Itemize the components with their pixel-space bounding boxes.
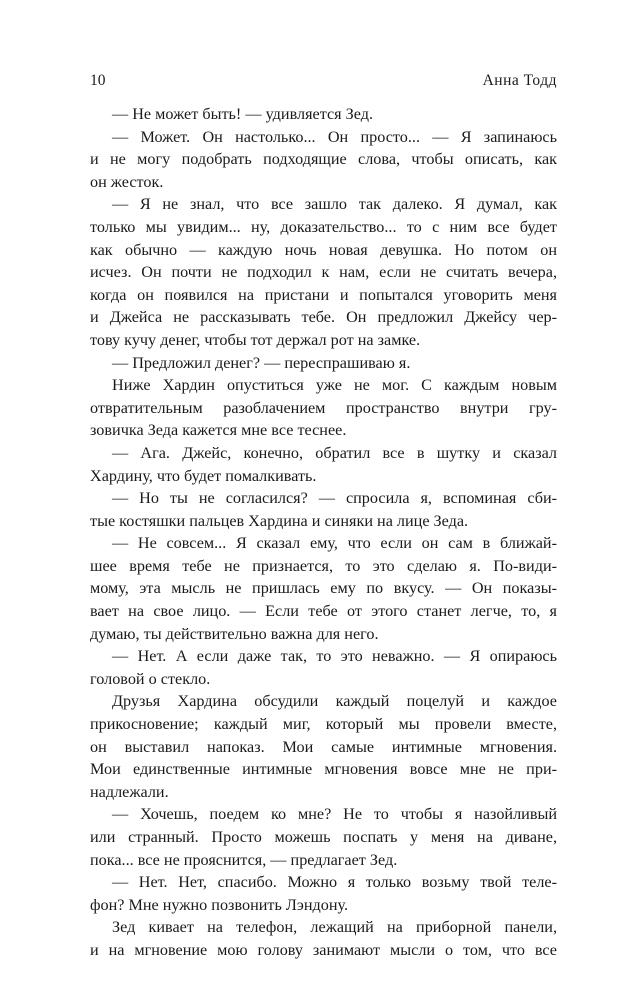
- text-line: Ниже Хардин опуститься уже не мог. С каждым новым: [112, 376, 557, 395]
- text-line: — Нет. Нет, спасибо. Можно я только возьму твой теле-: [112, 873, 557, 892]
- body-text: [90, 103, 557, 962]
- text-line: — Но ты не согласился? — спросила я, вспоминая сби-: [112, 489, 557, 508]
- text-line: прикосновение; каждый миг, который мы провели вместе,: [90, 715, 557, 734]
- text-line: — Я не знал, что все зашло так далеко. Я думал, как: [112, 195, 557, 214]
- text-line: пока... все не прояснится, — предлагает Зед.: [90, 850, 398, 869]
- text-line: — Ага. Джейс, конечно, обратил все в шутку и сказал: [112, 443, 557, 462]
- running-title-author: Анна Тодд: [482, 72, 557, 89]
- text-line: Мои единственные интимные мгновения вовсе мне не при-: [90, 760, 557, 779]
- text-line: — Может. Он настолько... Он просто... — Я запинаюсь: [112, 127, 557, 146]
- text-line: как обычно — каждую ночь новая девушка. Но потом он: [90, 240, 557, 259]
- text-line: шее время тебе не признается, то это сделаю я. По-види-: [90, 556, 557, 575]
- text-line: Зед кивает на телефон, лежащий на приборной панели,: [112, 918, 557, 937]
- text-line: только мы увидим... ну, доказательство... то с ним все будет: [90, 217, 557, 236]
- text-line: тову кучу денег, чтобы тот держал рот на замке.: [90, 330, 421, 349]
- text-line: Хардину, что будет помалкивать.: [90, 466, 317, 485]
- text-line: фон? Мне нужно позвонить Лэндону.: [90, 895, 349, 914]
- text-line: зовичка Зеда кажется мне все теснее.: [90, 421, 347, 440]
- text-line: думаю, ты действительно важна для него.: [90, 624, 379, 643]
- text-line: надлежали.: [90, 782, 169, 801]
- text-line: и Джейса не рассказывать тебе. Он предложил Джейсу чер-: [90, 308, 557, 327]
- text-line: — Хочешь, поедем ко мне? Не то чтобы я назойливый: [112, 805, 557, 824]
- text-line: — Предложил денег? — переспрашиваю я.: [112, 353, 411, 372]
- text-line: — Нет. А если даже так, то это неважно. — Я опираюсь: [112, 647, 557, 666]
- text-line: — Не совсем... Я сказал ему, что если он сам в ближай-: [112, 534, 557, 553]
- text-line: когда он появился на пристани и попытался уговорить меня: [90, 285, 557, 304]
- text-line: — Не может быть! — удивляется Зед.: [112, 105, 374, 123]
- text-line: вает на свое лицо. — Если тебе от этого станет легче, то, я: [90, 602, 557, 621]
- text-line: он жесток.: [90, 172, 164, 191]
- page-header: [90, 72, 557, 92]
- text-line: исчез. Он почти не подходил к нам, если не считать вечера,: [90, 263, 557, 282]
- text-line: Друзья Хардина обсудили каждый поцелуй и каждое: [112, 692, 557, 711]
- text-line: и не могу подобрать подходящие слова, чтобы описать, как: [90, 150, 557, 169]
- text-line: и на мгновение мою голову занимают мысли о том, что все: [90, 940, 557, 959]
- text-line: головой о стекло.: [90, 669, 211, 688]
- text-line: тые костяшки пальцев Хардина и синяки на лице Зеда.: [90, 511, 469, 530]
- text-line: или странный. Просто можешь поспать у меня на диване,: [90, 828, 557, 846]
- text-line: он выставил напоказ. Мои самые интимные мгновения.: [90, 737, 557, 756]
- page-number: 10: [90, 72, 106, 89]
- text-line: отвратительным разоблачением пространство внутри гру-: [90, 398, 557, 417]
- text-line: мому, эта мысль не пришлась ему по вкусу. — Он показы-: [90, 579, 557, 598]
